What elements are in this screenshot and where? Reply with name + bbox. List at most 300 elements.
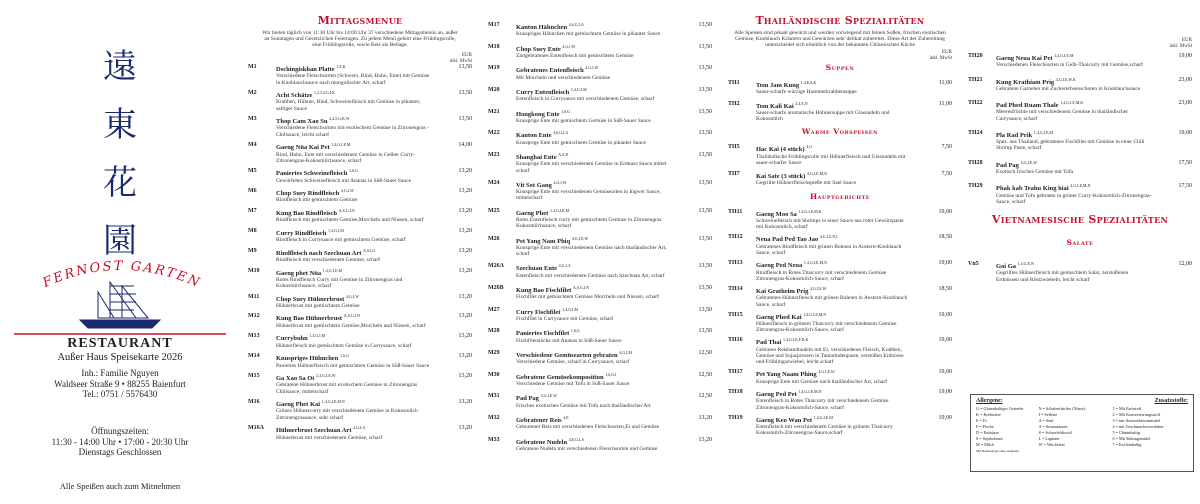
item-name: Paniertes Schweinefleisch $^{1,6,G}$ bbox=[276, 168, 358, 178]
thai-viet-panel bbox=[960, 0, 1200, 504]
item-code: M26A bbox=[488, 263, 504, 270]
item-description: Gemüse und Tofu gebraten in grüner Curry-Kokosmilch-Zitronengras-Sauce, scharf bbox=[996, 192, 1152, 205]
lunch-menu-panel-continued bbox=[480, 0, 720, 504]
item-allergens: 1,4,G,I,E,M,K bbox=[1060, 100, 1084, 106]
item-code: TH20 bbox=[968, 53, 983, 59]
item-allergens: 1,4,G,I,M bbox=[328, 227, 344, 233]
item-name: Knuspriges Hühnchen $^{1,6,G}$ bbox=[276, 353, 349, 363]
item-allergens: A,S,G,I,N bbox=[343, 313, 360, 319]
item-code: M8 bbox=[248, 227, 257, 234]
item-code: M16 bbox=[248, 399, 260, 406]
item-code: TH1 bbox=[728, 80, 740, 86]
item-code: M31 bbox=[488, 393, 500, 400]
item-description: Paniertes Hühnerfleisch mit gemischtem Gemüse in Süß-Sauer Sauce bbox=[276, 362, 430, 369]
item-allergens: 1,6,G bbox=[348, 168, 358, 174]
item-price: 14,00 bbox=[458, 142, 472, 149]
item-price: 13,20 bbox=[458, 247, 472, 254]
menu-item bbox=[488, 130, 712, 146]
item-allergens: A,S,I,G bbox=[363, 247, 376, 253]
item-description: Entenfleisch in Rotes Thaicurry mit verschiedenem Gemüse Zitronengras-Kokosmilch-Sauce, scharf bbox=[756, 398, 889, 411]
takeaway-note: Alle Speißen auch zum Mitnehmen bbox=[59, 481, 181, 491]
item-price: 13,20 bbox=[458, 425, 472, 432]
item-description: Frisches exotisches Gemüse mit Tofu nach thailändischer Art bbox=[516, 402, 651, 409]
item-name: Pla Rad Prik $^{1,4,G,I,E,M}$ bbox=[996, 129, 1053, 140]
menu-item bbox=[968, 183, 1192, 205]
item-description: Fischfiletstücke mit Ananas in Süß-Sauer Sauce bbox=[516, 337, 622, 344]
item-name: Goi Ga $^{1,4,G,E,N}$ bbox=[996, 260, 1034, 271]
menu-item bbox=[488, 328, 712, 344]
item-name: Chop Suey Rindfleisch $^{4,G,I,W}$ bbox=[276, 188, 354, 198]
item-allergens: 1,4,E,S,K bbox=[800, 80, 817, 85]
item-price: 11,00 bbox=[938, 100, 952, 107]
item-price: 13,50 bbox=[698, 263, 712, 270]
item-code: M26 bbox=[488, 235, 500, 242]
currency-header: EUR inkl. MwSt bbox=[929, 50, 952, 61]
menu-item bbox=[728, 260, 952, 282]
item-description: Knusprige Ente mit gemischtem Gemüse in Süß-Sauer Sauce bbox=[516, 117, 651, 124]
item-code: M7 bbox=[248, 207, 257, 214]
item-code: M19 bbox=[488, 65, 500, 72]
section-title-lunch: Mittagsmenue bbox=[317, 14, 403, 27]
item-description: Knusprige Ente mit verschiedenem Gemüse in Erdnuss Sauce,mittel scharf bbox=[516, 161, 667, 174]
item-allergens: 1,4,G,I,E,F,D,K bbox=[782, 337, 809, 343]
item-name: Pad Pag $^{4,G,I,E,W}$ bbox=[996, 159, 1038, 169]
item-description: Rindfleisch mit gemischtem Gemüse bbox=[276, 197, 358, 204]
legend-entry: 4 = mit Geschmacksverstärker bbox=[1112, 424, 1164, 429]
item-code: TH29 bbox=[968, 183, 983, 190]
item-description: Schweinefleisch mit Shrimps in einer Sauce aus roter Gewürzpaste mit Kokosmilch, scharf bbox=[756, 218, 904, 231]
item-allergens: 1,4,G,I,E,M,N bbox=[803, 260, 827, 266]
menu-item bbox=[488, 180, 712, 202]
legend-entry: S = Sojabohnen bbox=[976, 436, 1003, 441]
legend-entry: K = Krebstiere bbox=[976, 412, 1001, 417]
additive-column bbox=[1112, 406, 1188, 448]
item-allergens: 1,4,G,I,M bbox=[562, 306, 578, 312]
menu-item bbox=[728, 389, 952, 411]
item-description: Verschiedenen Fleischsorten in Gelb-Thaicurry mit Gemüse,scharf bbox=[996, 62, 1143, 69]
item-name: Kung Bao Fischfilet $^{A,S,G,I,N}$ bbox=[516, 285, 590, 295]
item-code: TH19 bbox=[728, 414, 743, 421]
item-price: 17,50 bbox=[1178, 183, 1192, 190]
item-code: M2 bbox=[248, 90, 257, 97]
item-description: Rindfleisch in Rotes Thaicurry mit verschiedenem Gemüse Zitronengras-Kokosmilch-Sauce, scharf bbox=[756, 269, 887, 282]
item-allergens: 4,6,G,I,A bbox=[553, 130, 569, 136]
additive-title: Zusatzstoffe: bbox=[1154, 398, 1188, 404]
item-name: Thop Cam Xao Su $^{2,4,5,G,K,W}$ bbox=[276, 116, 350, 126]
menu-item bbox=[488, 393, 712, 409]
menu-item bbox=[728, 312, 952, 334]
item-price: 19,00 bbox=[938, 414, 952, 421]
item-name: Pad Phed Ruam Thale $^{1,4,G,I,E,M,K}$ bbox=[996, 100, 1084, 110]
item-price: 13,20 bbox=[458, 333, 472, 340]
item-code: TH2 bbox=[728, 100, 740, 107]
item-price: 13,50 bbox=[698, 22, 712, 28]
item-name: Kung Krathiam Prig $^{4,G,I,E,W,K}$ bbox=[996, 76, 1076, 86]
item-name: Gaeng Ped Pet $^{1,4,G,I,E,M,N}$ bbox=[756, 389, 822, 399]
item-price: 13,20 bbox=[698, 414, 712, 421]
item-name: Currybuhn $^{1,4,G,I,M}$ bbox=[276, 333, 326, 343]
item-price: 13,20 bbox=[458, 399, 472, 406]
item-code: M3 bbox=[248, 116, 257, 123]
item-allergens: 1,4,G,I,E,M bbox=[331, 142, 351, 148]
thai-panel bbox=[720, 0, 960, 504]
menu-item bbox=[488, 152, 712, 174]
menu-item bbox=[248, 248, 472, 264]
item-code: M33 bbox=[488, 436, 500, 443]
menu-item bbox=[248, 425, 472, 441]
item-description: Rindfleisch mit verschiedenem Gemüse, scharf bbox=[276, 257, 381, 264]
item-price: 18,50 bbox=[938, 234, 952, 241]
currency-header: EUR inkl. MwSt bbox=[449, 53, 472, 64]
item-allergens: 4,G,I,W bbox=[340, 188, 354, 194]
legend-entry: M = Milch bbox=[976, 442, 995, 447]
item-name: Gaeng Moo Sa $^{1,4,G,I,E,M,K}$ bbox=[756, 208, 822, 218]
contact-info bbox=[0, 368, 240, 400]
owner: Inh.: Familie Nguyen bbox=[81, 368, 159, 378]
item-price: 19,00 bbox=[938, 389, 952, 396]
item-allergens: 1,6,G bbox=[339, 353, 349, 359]
item-description: Rotes Entenfleisch curry mit gemischtem Gemüse in Zitronengras Kokosmilchsauce, scharf bbox=[516, 217, 662, 230]
item-code: M5 bbox=[248, 168, 257, 175]
item-code: M18 bbox=[488, 43, 500, 50]
item-code: M22 bbox=[488, 130, 500, 137]
item-allergens: A,S,D bbox=[558, 151, 569, 157]
item-code: M26B bbox=[488, 285, 504, 292]
item-code: TH21 bbox=[968, 76, 983, 83]
item-code: TH24 bbox=[968, 129, 983, 136]
item-price: 13,50 bbox=[458, 116, 472, 123]
item-name: Gaeng phet Nüa $^{1,4,G,I,E,M}$ bbox=[276, 267, 343, 277]
item-name: Gaeng Nüa Kai Pet $^{1,4,G,I,E,M}$ bbox=[276, 142, 351, 152]
item-name: Shanghai Ente $^{A,S,D}$ bbox=[516, 151, 569, 162]
item-price: 12,50 bbox=[698, 393, 712, 400]
legend-entry: 3 = mit Antioxidationsmittel bbox=[1112, 418, 1161, 423]
item-name: Gebratenes Entenfleisch $^{4,G,I,W}$ bbox=[516, 65, 599, 75]
menu-item bbox=[488, 350, 712, 366]
item-code: M30 bbox=[488, 371, 500, 378]
menu-item bbox=[728, 369, 952, 385]
item-price: 19,00 bbox=[938, 208, 952, 215]
item-name: Chop Suey Hühnerbrust $^{4,G,I,W}$ bbox=[276, 293, 359, 303]
legend-entry: A = Senf bbox=[1038, 418, 1054, 423]
item-price: 23,00 bbox=[1178, 76, 1192, 83]
item-description: Gebratener Reis mit verschiedenen Fleischsorten,Ei und Gemüse bbox=[516, 424, 660, 431]
menu-item bbox=[248, 353, 472, 369]
item-code: M12 bbox=[248, 313, 260, 320]
item-name: Verschiedene Gemüsearten gebraten $^{4,G,I,M}$ bbox=[516, 350, 632, 360]
item-description: Gebraten Reisbandnudeln mit Ei, verschiedenes Fleisch, Krabben, Gemüse und Sojasprossen in Tamarindenpaste, zerstoßen Erdnüsse und Frühlingszwiebel, leicht scharf bbox=[756, 346, 904, 366]
item-price: 19,00 bbox=[938, 369, 952, 376]
item-price: 7,50 bbox=[941, 171, 952, 178]
section-title-viet: Vietnamesische Spezialitäten bbox=[991, 212, 1169, 226]
subsection-suppen: Suppen bbox=[825, 63, 855, 72]
item-allergens: 4,G,I,W bbox=[585, 65, 599, 71]
item-price: 13,50 bbox=[698, 179, 712, 186]
legend-entry: E = Ei bbox=[976, 418, 987, 423]
item-description: Knusprige Ente mit verschiedenem Gemüse nach thailändischer Art, scharf bbox=[516, 244, 667, 258]
item-description: Sauer-scharfe würzige Hummerkrabbensuppe bbox=[756, 89, 857, 96]
item-allergens: 1,6,G bbox=[561, 108, 571, 114]
item-code: M29 bbox=[488, 350, 500, 356]
menu-item bbox=[968, 261, 1192, 283]
chinese-name: 遠 東 花 園 bbox=[103, 47, 137, 261]
item-allergens: 1,4,G,I,E,M bbox=[322, 267, 343, 273]
menu-item bbox=[248, 333, 472, 349]
item-allergens: 4,G,I,E,M,N bbox=[1070, 183, 1091, 189]
item-price: 19,00 bbox=[938, 337, 952, 344]
item-code: M4 bbox=[248, 142, 257, 149]
item-description: Thailändische Frühlingsrolle mit Hühnerfleisch und Glasnudeln mit sauer-scharfer Sauce bbox=[756, 153, 906, 166]
menu-item bbox=[248, 188, 472, 204]
restaurant-subtitle: Außer Haus Speisekarte 2026 bbox=[57, 352, 183, 363]
item-code: TH28 bbox=[968, 159, 983, 166]
item-code: M1 bbox=[248, 64, 257, 70]
item-code: TH7 bbox=[728, 171, 740, 178]
item-description: Gebratene Hühnerbrust mit exotischem Gemüse in Zitronengras Chilisauce, mittelscharf bbox=[276, 382, 418, 395]
cover-panel bbox=[0, 0, 240, 504]
legend-entry: A = Sesamsamen bbox=[1038, 424, 1068, 429]
hours-title: Öffnungszeiten: bbox=[91, 426, 149, 436]
item-description: Hühnerbrust mit gemischtem Gemüse bbox=[276, 302, 360, 309]
item-price: 13,50 bbox=[698, 130, 712, 137]
item-allergens: 4,E,G,I,A bbox=[568, 436, 585, 442]
item-description: Rindfleisch in Currysauce mit gemischtem Gemüse, scharf bbox=[276, 237, 406, 244]
item-name: Gaeng Neua Kai Pet $^{1,4,G,I,E,M}$ bbox=[996, 53, 1074, 63]
item-allergens: 1,4,G,I,E,M,N bbox=[803, 311, 827, 317]
menu-item bbox=[248, 228, 472, 244]
menu-item bbox=[488, 87, 712, 103]
item-allergens: 4,G,I,M bbox=[619, 350, 632, 355]
item-allergens: 4,G,I,E,W bbox=[818, 369, 835, 375]
item-allergens: A,S,G,I,N bbox=[338, 207, 355, 213]
item-name: Kai Gratheim Prig $^{4,G,I,E,W}$ bbox=[756, 285, 827, 296]
allergen-column-2 bbox=[1039, 406, 1109, 448]
item-name: Gebratener Reis $^{4,E}$ bbox=[516, 414, 569, 425]
item-name: Kai Sate (3 stück) $^{4,G,I,E,M,N}$ bbox=[756, 171, 828, 181]
item-name: Vit Sot Gang $^{4,G,I,W}$ bbox=[516, 179, 567, 189]
item-allergens: 1,2,3,4,G,I,K bbox=[313, 90, 336, 96]
item-name: Chop Suey Ente $^{4,G,I,W}$ bbox=[516, 43, 576, 53]
menu-item bbox=[488, 22, 712, 38]
item-allergens: 4,G,I,E,W bbox=[571, 235, 589, 241]
item-allergens: 4,6,G,I,A bbox=[568, 22, 584, 27]
item-description: Verschiedene Gemüse mit Tofu in Süß-Sauer Sauce bbox=[516, 381, 630, 388]
allergen-legend bbox=[970, 394, 1194, 472]
viet-list bbox=[968, 261, 1192, 283]
item-description: Hühnerbrust mit gemischtem Gemüse,Morcheln und Nüssen, scharf bbox=[276, 322, 426, 329]
section-title-thai: Thailändische Spezialitäten bbox=[755, 14, 925, 27]
item-price: 13,50 bbox=[698, 151, 712, 158]
item-allergens: 4,G,I,W bbox=[553, 179, 567, 185]
item-allergens: A,S,G,I,N bbox=[572, 285, 590, 291]
menu-item bbox=[488, 307, 712, 323]
menu-item bbox=[488, 208, 712, 230]
item-name: Pad Pag $^{4,G,I,E,W}$ bbox=[516, 393, 558, 403]
menu-item bbox=[728, 80, 952, 96]
item-name: Gaeng Phed Kai $^{1,4,G,I,E,M,N}$ bbox=[756, 311, 827, 321]
item-name: Gaeng Keo Wan Pet $^{1,4,G,I,E,M}$ bbox=[756, 414, 833, 424]
item-description: Spez. aus Thailand, gebratenes Fischfilet mit Gemüse in einer Chili Shrimp Paste, scharf bbox=[996, 139, 1145, 152]
item-price: 13,20 bbox=[458, 168, 472, 175]
item-description: Krabben, Hühner, Rind, Schweinefleisch mit Gemüse in pikanter, saftiger Sauce bbox=[276, 99, 421, 112]
menu-item bbox=[728, 286, 952, 308]
lunch-menu-list bbox=[248, 64, 472, 441]
item-code: M17 bbox=[488, 22, 500, 28]
item-price: 13,20 bbox=[458, 293, 472, 300]
legend-entry: S = Schwefeldioxid bbox=[1038, 430, 1072, 435]
item-code: M23 bbox=[488, 151, 500, 158]
item-price: 13,50 bbox=[698, 207, 712, 214]
item-description: Rindfleisch mit gemischtem Gemüse,Morcheln und Nüssen, scharf bbox=[276, 217, 424, 224]
junk-boat-logo bbox=[10, 252, 230, 336]
item-description: Knusprige Ente mit verschiedenen Gemüsearten in Ingwer Sauce, mittelscharf bbox=[516, 189, 661, 202]
item-name: Pet Yang Naam Phing $^{4,G,I,E,W}$ bbox=[756, 369, 835, 379]
item-description: Fischfilet in Currysauce mit Gemüse, scharf bbox=[516, 316, 614, 323]
item-code: TH5 bbox=[728, 144, 740, 151]
address: Waldseer Straße 9 • 88255 Baienfurt bbox=[54, 378, 186, 389]
menu-item bbox=[488, 263, 712, 279]
item-name: Phak kab Teahu King hiai $^{4,G,I,E,M,N}$ bbox=[996, 183, 1091, 193]
item-price: 19,00 bbox=[938, 311, 952, 318]
item-code: M24 bbox=[488, 179, 500, 186]
lunch-menu-panel bbox=[240, 0, 480, 504]
item-code: M13 bbox=[248, 333, 260, 340]
subsection-salate: Salate bbox=[1066, 237, 1094, 247]
item-description: Rotes Rindfleisch Curry mit Gemüse in Zitronengras und Kokosmilchsauce, scharf bbox=[276, 276, 403, 290]
thai-intro: Alle Speisen sind pikant gewürzt und werden vorwiegend mit feinen Soßen, frischen exotischen Gemüse, Knoblauch Kräutern und Gewürzen sehr delikat zubereitet. Diese Art der Zubereitung unterscheidet sich erheblich von der bekannten Chinesischen Küche bbox=[734, 30, 946, 48]
item-allergens: 1,4,G,I,E,M bbox=[1033, 129, 1053, 135]
item-name: Kanton Hähnchen $^{4,6,G,I,A}$ bbox=[516, 22, 584, 32]
item-allergens: 1,4,G,I,E,M bbox=[1054, 53, 1074, 58]
thai-list-continued bbox=[968, 53, 1192, 205]
soup-list bbox=[728, 80, 952, 122]
item-description: Gebratene Nudeln mit verschiedenen Fleischsorten und Gemüse bbox=[516, 445, 658, 452]
item-description: Gewürfeltes Schweinefleisch mit Ananas in Süß-Sauer Sauce bbox=[276, 177, 412, 184]
legend-entry: 7 = Koffeinhaltig bbox=[1112, 442, 1142, 447]
item-allergens: 4,G bbox=[806, 144, 813, 150]
lunch-menu-list-continued bbox=[488, 22, 712, 452]
item-name: Paniertes Fischfilet $^{1,6,G}$ bbox=[516, 328, 580, 338]
item-description: Hühnerfleisch in grünem Thaicurry mit verschiedenem Gemüse Zitronengras-Kokosmilch-Sauce, scharf bbox=[756, 321, 897, 334]
item-code: TH12 bbox=[728, 234, 743, 241]
item-allergens: 4,G,I,A bbox=[353, 425, 366, 431]
item-name: Gebratene Nudeln $^{4,E,G,I,A}$ bbox=[516, 436, 585, 446]
item-code: M25 bbox=[488, 207, 500, 214]
menu-item bbox=[248, 168, 472, 184]
menu-item bbox=[248, 268, 472, 290]
item-price: 19,00 bbox=[1178, 129, 1192, 136]
menu-item bbox=[728, 234, 952, 256]
item-description: Hühnerfleisch mit gemischtem Gemüse in Currysauce, scharf bbox=[276, 342, 412, 349]
item-allergens: 1,4,G,I,E,M bbox=[813, 414, 833, 420]
item-code: TH16 bbox=[728, 337, 743, 344]
menu-item bbox=[248, 90, 472, 112]
menu-item bbox=[488, 437, 712, 453]
menu-item bbox=[248, 399, 472, 421]
hours-times: 11:30 - 14:00 Uhr • 17:00 - 20:30 Uhr bbox=[51, 436, 189, 447]
item-allergens: 4,G,I,E,M,N bbox=[806, 171, 828, 177]
item-code: M21 bbox=[488, 108, 500, 115]
item-description: Rind, Huhn, Ente mit verschiedenem Gemüse in Gelber Curry-Zitronengras-Kokosmilchsauce, scharf bbox=[276, 151, 415, 164]
menu-item bbox=[728, 209, 952, 231]
menu-item bbox=[728, 337, 952, 365]
item-price: 13,20 bbox=[458, 353, 472, 360]
item-description: Grünes Hühnercurry mit verschiedenem Gemüse in Kokosmilch Zitronengrassauce, sehr scharf bbox=[276, 408, 418, 421]
starter-list bbox=[728, 144, 952, 186]
menu-item bbox=[968, 77, 1192, 93]
item-price: 7,50 bbox=[941, 144, 952, 151]
item-code: M32 bbox=[488, 414, 500, 421]
menu-item bbox=[248, 64, 472, 86]
item-description: Gebratene Garnelen mit Zuckererbsenschoten in Knoblauchsauce bbox=[996, 85, 1141, 92]
restaurant-title: RESTAURANT bbox=[67, 336, 173, 351]
item-code: TH17 bbox=[728, 369, 743, 376]
item-price: 23,00 bbox=[1178, 100, 1192, 107]
item-price: 19,00 bbox=[1178, 53, 1192, 59]
item-name: Dschingiskhan Platte $^{1,E,K}$ bbox=[276, 64, 346, 74]
item-name: Kung Bao Rindfleisch $^{A,S,G,I,N}$ bbox=[276, 207, 355, 218]
item-price: 13,50 bbox=[698, 86, 712, 93]
item-allergens: 1,4,G,I,E,M bbox=[549, 207, 570, 213]
subsection-hauptgerichte: Hauptgerichte bbox=[809, 191, 871, 201]
item-description: Entenfleisch mit verschiedenem Gemüse in grünem Thaicurry Kokosmilch-Zitronengras-Sauce,scharf bbox=[756, 424, 893, 437]
item-code: TH22 bbox=[968, 100, 983, 107]
item-allergens: 2,4,5,G,K,W bbox=[329, 116, 350, 122]
menu-item bbox=[728, 415, 952, 437]
menu-item bbox=[248, 294, 472, 310]
item-name: Kanton Ente $^{4,6,G,I,A}$ bbox=[516, 130, 569, 140]
item-allergens: 2,3,G,I,E,W bbox=[316, 373, 336, 379]
item-description: Sauer-scharfe aromatische Hühnersuppe mit Glasnudeln und Kokosmilch bbox=[756, 109, 890, 123]
menu-item bbox=[248, 116, 472, 138]
item-price: 13,20 bbox=[458, 267, 472, 274]
item-price: 13,20 bbox=[698, 436, 712, 443]
item-price: 13,50 bbox=[698, 328, 712, 335]
item-description: Knusprige Ente mit gemischtem Gemüse in pikanter Sauce bbox=[516, 139, 646, 146]
opening-hours bbox=[0, 426, 240, 458]
item-price: 12,00 bbox=[1178, 260, 1192, 267]
item-price: 11,00 bbox=[938, 80, 952, 86]
menu-item bbox=[488, 236, 712, 258]
item-description: Gebratenes Rindfleisch mit grünen Bohnen in Austern-Knoblauch Sauce, scharf bbox=[756, 243, 902, 256]
menu-item bbox=[248, 208, 472, 224]
allergen-note: Mit Reisbeilage ohne Aufpreis bbox=[976, 449, 1019, 453]
item-name: Curry Entenfleisch $^{1,4,G,I,M}$ bbox=[516, 86, 587, 97]
item-code: TH11 bbox=[728, 208, 743, 215]
legend-entry: W = Weichtiere bbox=[1038, 442, 1065, 447]
menu-item bbox=[968, 130, 1192, 152]
menu-item bbox=[488, 285, 712, 301]
menu-item bbox=[488, 109, 712, 125]
item-name: Acht Schätze $^{1,2,3,4,G,I,K}$ bbox=[276, 90, 336, 100]
item-code: M15 bbox=[248, 373, 260, 380]
item-price: 13,50 bbox=[458, 90, 472, 97]
item-description: Zartgebratenes Entenfleisch mit gemischtem Gemüse bbox=[516, 53, 634, 60]
closed-day: Dienstags Geschlossen bbox=[78, 447, 162, 457]
item-price: 12,50 bbox=[698, 350, 712, 356]
item-name: Pet Yang Nam Phiq $^{4,G,I,E,W}$ bbox=[516, 235, 589, 245]
item-allergens: 1,E,K bbox=[336, 64, 346, 69]
item-description: Entenfleisch in Currysauce mit verschiedenem Gemüse, scharf bbox=[516, 96, 655, 103]
item-code: Vn5 bbox=[968, 260, 979, 267]
main-course-list bbox=[728, 209, 952, 437]
item-price: 13,50 bbox=[698, 285, 712, 292]
item-code: M9 bbox=[248, 247, 257, 254]
item-allergens: 4,G,I,E,W bbox=[809, 285, 827, 291]
item-allergens: 4,G,I,E,W bbox=[540, 393, 558, 399]
item-code: M6 bbox=[248, 188, 257, 195]
lunch-intro: Wir bieten täglich von 11:30 Uhr bis 14:00 Uhr 37 verschiedene Mittagsmenüs an, außer an Sonntagen und Gesetzlichen Feiertagen. Zu jedem Menü gehört eine Frühlingsrolle, eine Frühlingsrolle, sowie Reis als Beilage. bbox=[262, 30, 458, 48]
